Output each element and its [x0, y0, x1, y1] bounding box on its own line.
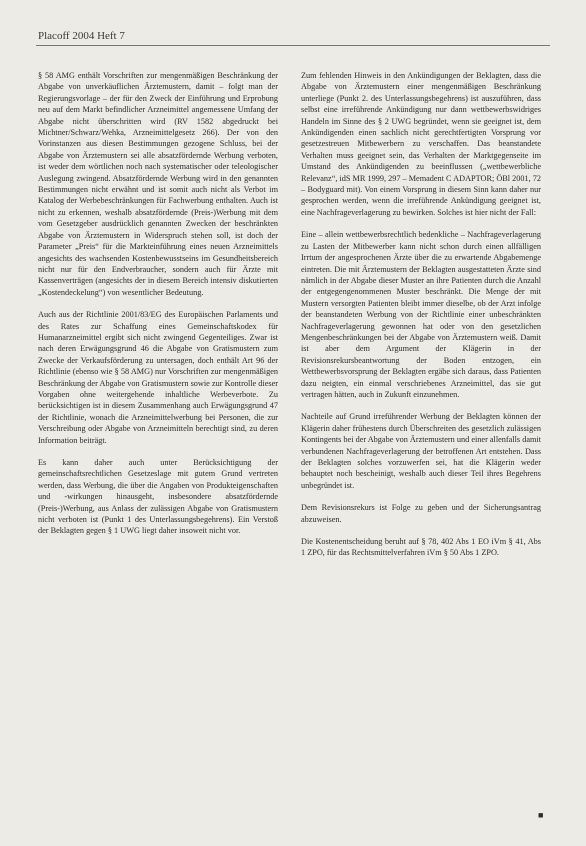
paragraph: Nachteile auf Grund irreführender Werbung der Beklagten können der Klägerin daher frühestens durch Überschreiten des gesetzlich zulässigen Kontingents bei der Abgabe von Ärztemustern und einer allenfalls damit verbundenen Nachfrageverlagerung der betroffenen Art entstehen. Dass der Beklagten solches vorzuwerfen sei, hat die Klägerin weder behauptet noch bescheinigt, weshalb auch dieser Teil ihres Begehrens unbegründet ist. — [301, 412, 541, 490]
paragraph: Auch aus der Richtlinie 2001/83/EG des Europäischen Parlaments und des Rates zur Schaffung eines Gemeinschaftskodex für Humanarzneimittel ergibt sich nicht zwingend Gegenteiliges. Zwar ist nach deren Erwägungsgrund 46 die Abgabe von Gratismustern zum Zwecke der Verkaufsförderung zu untersagen, doch enthält Art 96 der Richtlinie (ebenso wie § 58 AMG) nur Vorschriften zur mengenmäßigen Beschränkung der Abgabe von Gratismustern sowie zur Kontrolle dieser Vorgaben ohne weitergehende inhaltliche Werbeverbote. Zu berücksichtigen ist in diesem Zusammenhang auch Erwägungsgrund 47 der Richtlinie, wonach die Arzneimittelwerbung bei Personen, die zur Verschreibung oder Abgabe von Arzneimitteln berechtigt sind, zu deren Information beiträgt. — [38, 310, 278, 445]
paragraph: Zum fehlenden Hinweis in den Ankündigungen der Beklagten, dass die Abgabe von Ärztemustern einer mengenmäßigen Beschränkung unterliege (Punkt 2. des Unterlassungsbegehrens) ist auszuführen, dass selbst eine irreführende Ankündigung nur dann wettbewerbswidriges Handeln im Sinne des § 2 UWG begründet, wenn sie geeignet ist, dem Ankündigenden einen sachlich nicht gerechtfertigten Vorsprung vor gesetzestreuen Mitbewerbern zu verschaffen. Das beanstandete Verhalten muss geeignet sein, das Verhalten der Marktgegenseite im Umstand des Ankündigenden zu beeinflussen („wettbewerbliche Relevanz“, idS MR 1999, 297 – Memadent C ADAPTOR; ÖBl 2001, 72 – Bodyguard mit). Von einem Vorsprung in diesem Sinn kann daher nur gesprochen werden, wenn die irreführende Ankündigung geeignet ist, eine Nachfrageverlagerung zu bewirken. Solches ist hier nicht der Fall: — [301, 71, 542, 217]
header-rule — [36, 45, 550, 46]
paragraph: Dem Revisionsrekurs ist Folge zu geben und der Sicherungsantrag abzuweisen. — [301, 503, 541, 524]
left-column — [38, 70, 278, 548]
paragraph: Die Kostenentscheidung beruht auf § 78, 402 Abs 1 EO iVm § 41, Abs 1 ZPO, für das Rechtsmittelverfahren iVm § 50 Abs 1 ZPO. — [301, 537, 541, 558]
paragraph: Eine – allein wettbewerbsrechtlich bedenkliche – Nachfrageverlagerung zu Lasten der Mitbewerber kann nicht schon durch einen allfälligen Irrtum der angesprochenen Ärzte über die zu erwartende Abgabemenge eintreten. Die mit Ärztemustern der Beklagten ausgestatteten Ärzte sind nämlich in der Abgabe dieser Muster an ihre Patienten durch die Anzahl der entgegengenommenen Muster beschränkt. Die Menge der mit Mustern versorgten Patienten bleibt immer dieselbe, ob der Arzt infolge der beanstandeten Werbung von der Richtlinie einer unbeschränkten Nachfrageverlagerung gewonnen hat oder von den gesetzlichen Mengenbeschränkungen bei der Abgabe von Ärztemustern weiß. Damit ist aber dem Argument der Klägerin in der Revisionsrekursbeantwortung der Boden entzogen, ein Wettbewerbsvorsprung der Beklagten ergäbe sich daraus, dass Patienten dazu neigten, ein einmal verschriebenes Arzneimittel, das sie gut vertragen hätten, auch in Zukunft einzunehmen. — [301, 230, 541, 399]
paragraph: § 58 AMG enthält Vorschriften zur mengenmäßigen Beschränkung der Abgabe von unverkäuflichen Ärztemustern, damit – folgt man der Regierungsvorlage – der für den Zweck der Einführung und Erprobung neu auf dem Markt befindlicher Arzneimittel angemessene Umfang der Abgabe nicht überschritten wird (RV 1582 abgedruckt bei Michtner/Schwarz/Wehka, Arzneimittelgesetz 266). Der von den Vorinstanzen aus diesen Bestimmungen gezogene Schluss, bei der Abgabe von Ärztemustern sei alle absatzfördernde Werbung verboten, ist weder dem wörtlichen noch nach systematischer oder teleologischer Auslegung zwingend. Absatzfördernde Werbung wird in den genannten Bestimmungen nicht erwähnt und ist somit auch nicht als Verbot im Katalog der Werbebeschränkungen für Fachwerbung enthalten. Auch ist nicht zu erkennen, weshalb absatzfördernde (Preis-)Werbung mit dem vom Gesetzgeber ausdrücklich genannten Zwecken der beschränkten Abgabe von Ärztemustern in Widerspruch stehen soll, ist doch der Parameter „Preis“ für die Markteinführung eines neuen Arzneimittels angesichts des wachsenden Kostenbewusstseins im Gesundheitsbereich nicht nur für den Endverbraucher, sondern auch für Ärzte mit Kassenverträgen (angesichts der in diesem Bereich intensiv diskutierten „Kostendeckelung“) von wesentlicher Bedeutung. — [38, 71, 278, 297]
end-of-article-mark: ■ — [538, 810, 544, 820]
running-header: Placoff 2004 Heft 7 — [38, 30, 125, 42]
right-column — [301, 70, 541, 570]
paragraph: Es kann daher auch unter Berücksichtigung der gemeinschaftsrechtlichen Gesetzeslage mit gutem Grund vertreten werden, dass Werbung, die über die Angaben von Produkteigenschaften und -wirkungen hinausgeht, insbesondere absatzfördernde (Preis-)Werbung, aus Anlass der zulässigen Abgabe von Gratismustern nicht verboten ist (Punkt 1 des Unterlassungsbegehrens). Ein Verstoß der Beklagten gegen § 1 UWG liegt daher insoweit nicht vor. — [38, 458, 278, 536]
